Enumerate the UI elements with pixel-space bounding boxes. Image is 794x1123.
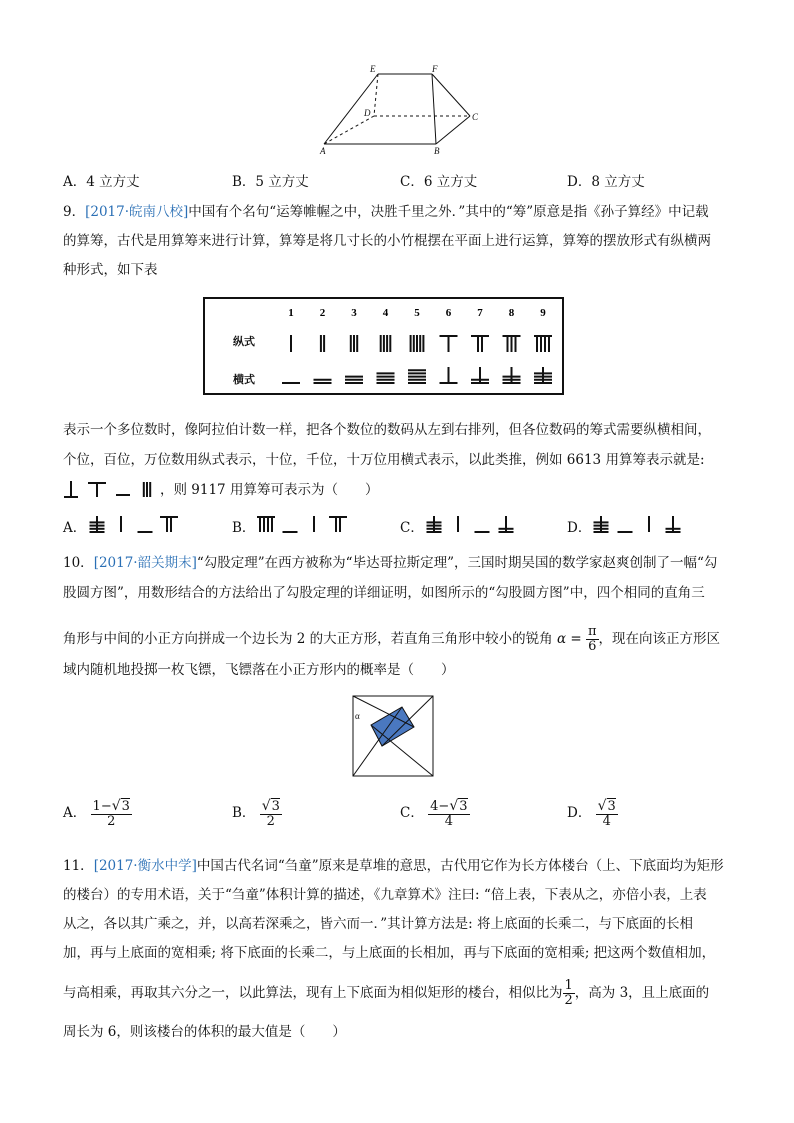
label-C: C	[472, 112, 479, 122]
label-A: A	[320, 146, 326, 156]
q10-text-1: “勾股定理”在西方被称为“毕达哥拉斯定理”，三国时期吴国的数学家赵爽创制了一幅“勾	[196, 555, 718, 571]
fig-alpha-label: α	[355, 711, 360, 721]
q10-option-b[interactable]	[232, 796, 282, 830]
q11-line-6: 周长为 6，则该楼台的体积的最大值是（ ）	[63, 1024, 346, 1040]
digit-header: 8	[508, 307, 515, 319]
row-label-vertical: 纵式	[233, 335, 255, 348]
one-half	[563, 979, 575, 1008]
q11-text-5a: 与高相乘，再取其六分之一，以此算法，现有上下底面为相似矩形的楼台，相似比为	[63, 985, 563, 1001]
digit-header: 6	[445, 307, 452, 319]
q10-option-b-label: B．	[232, 805, 256, 821]
q9-option-c-rods[interactable]	[424, 513, 524, 535]
q9-line-2: 的算筹，古代是用算筹来进行计算，算筹是将几寸长的小竹棍摆在平面上进行运算，算筹的摆放形式有纵横两	[63, 233, 711, 249]
q10-option-d-fraction: $\frac{√3}{4}$	[597, 797, 616, 829]
rod-numeral-glyphs	[203, 297, 564, 395]
q9-option-d-label[interactable]: D．	[567, 520, 592, 536]
edge-FB	[432, 74, 436, 144]
q9-option-b-label[interactable]: B．	[232, 520, 256, 536]
edge-BC	[436, 116, 470, 144]
q11-line-5	[63, 978, 709, 1008]
q11-source: [2017·衡水中学]	[93, 858, 197, 874]
q10-option-a[interactable]	[63, 796, 132, 830]
digit-header: 9	[540, 307, 546, 319]
edge-ED	[374, 74, 378, 116]
edge-DA	[324, 116, 374, 144]
edge-FC	[432, 74, 470, 116]
row-label-horizontal: 横式	[233, 373, 255, 386]
q9-option-b-rods[interactable]	[256, 513, 356, 535]
q9-line-3: 种形式，如下表	[63, 262, 158, 278]
q11-line-3: 从之，各以其广乘之，并，以高若深乘之，皆六而一．”其计算方法是: 将上底面的长乘二，与下底面的长相	[63, 916, 693, 932]
label-E: E	[370, 64, 376, 74]
label-B: B	[434, 146, 440, 156]
rod-example-6613	[63, 480, 163, 500]
q10-option-c-fraction: $\frac{4-√3}{4}$	[430, 797, 468, 829]
digit-header: 5	[414, 307, 420, 319]
digit-header: 4	[382, 307, 389, 319]
q10-option-d[interactable]	[567, 796, 618, 830]
digit-header: 2	[319, 307, 326, 319]
q10-line-3	[63, 624, 720, 654]
tri-edge-4	[353, 707, 402, 776]
q8-option-d[interactable]: D．8 立方丈	[567, 174, 645, 190]
q10-text-3b: ，现在向该正方形区	[598, 631, 721, 647]
q9-option-a-rods[interactable]	[87, 513, 187, 535]
q11-number: 11．	[63, 858, 94, 874]
q10-text-3a: 角形与中间的小正方向拼成一个边长为 2 的大正方形，若直角三角形中较小的锐角	[63, 631, 553, 647]
label-F: F	[432, 64, 438, 74]
q10-option-c-label: C．	[400, 805, 424, 821]
q8-option-a[interactable]: A．4 立方丈	[63, 174, 140, 190]
q10-option-a-fraction: $\frac{1-√3}{2}$	[92, 797, 130, 829]
q8-option-c[interactable]: C．6 立方丈	[400, 174, 478, 190]
q10-option-d-label: D．	[567, 805, 592, 821]
q11-line-2: 的楼台）的专用术语，关于“刍童”体积计算的描述，《九章算术》注曰: “倍上表，下表从之，亦倍小表，上表	[63, 887, 707, 903]
q9-line-4: 表示一个多位数时，像阿拉伯计数一样，把各个数位的数码从左到右排列，但各位数码的筹式需要纵横相间，	[63, 422, 711, 438]
q11-line-1	[63, 856, 724, 876]
q9-text-1: 中国有个名句“运筹帷幄之中，决胜千里之外．”其中的“筹”原意是指《孙子算经》中记载	[188, 204, 709, 220]
inner-square	[371, 707, 414, 746]
q11-text-1: 中国古代名词“刍童”原来是草堆的意思，古代用它作为长方体楼台（上、下底面均为矩形	[196, 858, 724, 874]
q8-option-b[interactable]: B．5 立方丈	[232, 174, 309, 190]
q11-text-5b: ，高为 3，且上底面的	[574, 985, 710, 1001]
q9-source: [2017·皖南八校]	[85, 204, 189, 220]
equals-sign: =	[570, 631, 582, 647]
q10-number: 10．	[63, 555, 94, 571]
alpha-symbol: α	[556, 631, 567, 647]
q10-line-4: 域内随机地投掷一枚飞镖，飞镖落在小正方形内的概率是（ ）	[63, 662, 455, 678]
pi-numerator: π	[588, 624, 597, 639]
gougu-square-figure	[352, 695, 434, 777]
q9-number: 9．	[63, 204, 86, 220]
half-denominator: 2	[564, 993, 573, 1008]
q10-source: [2017·韶关期末]	[93, 555, 197, 571]
q9-line-5: 个位，百位，万位数用纵式表示，十位，千位，十万位用横式表示，以此类推，例如 6613 用算筹表示就是:	[63, 452, 705, 468]
frustum-figure	[310, 60, 490, 160]
q9-option-a-label[interactable]: A．	[63, 520, 87, 536]
q10-option-c[interactable]	[400, 796, 470, 830]
q9-option-c-label[interactable]: C．	[400, 520, 424, 536]
digit-header: 1	[288, 307, 294, 319]
q9-line-6: ，则 9117 用算筹可表示为（ ）	[160, 482, 379, 498]
pi-over-six	[586, 625, 599, 654]
q9-option-d-rods[interactable]	[591, 513, 691, 535]
q9-line-1	[63, 202, 709, 222]
half-numerator: 1	[564, 978, 573, 993]
digit-header: 7	[477, 307, 483, 319]
label-D: D	[364, 108, 371, 118]
q10-line-2: 股圆方图”，用数形结合的方法给出了勾股定理的详细证明，如图所示的“勾股圆方图”中，四个相同的直角三	[63, 585, 705, 601]
six-denominator: 6	[588, 639, 597, 654]
digit-header: 3	[351, 307, 357, 319]
q10-option-b-fraction: $\frac{√3}{2}$	[261, 797, 280, 829]
q10-option-a-label: A．	[63, 805, 87, 821]
q11-line-4: 加，再与上底面的宽相乘; 将下底面的长乘二，与上底面的长相加，再与下底面的宽相乘; 把这两个数值相加，	[63, 945, 716, 961]
q10-line-1	[63, 553, 717, 573]
